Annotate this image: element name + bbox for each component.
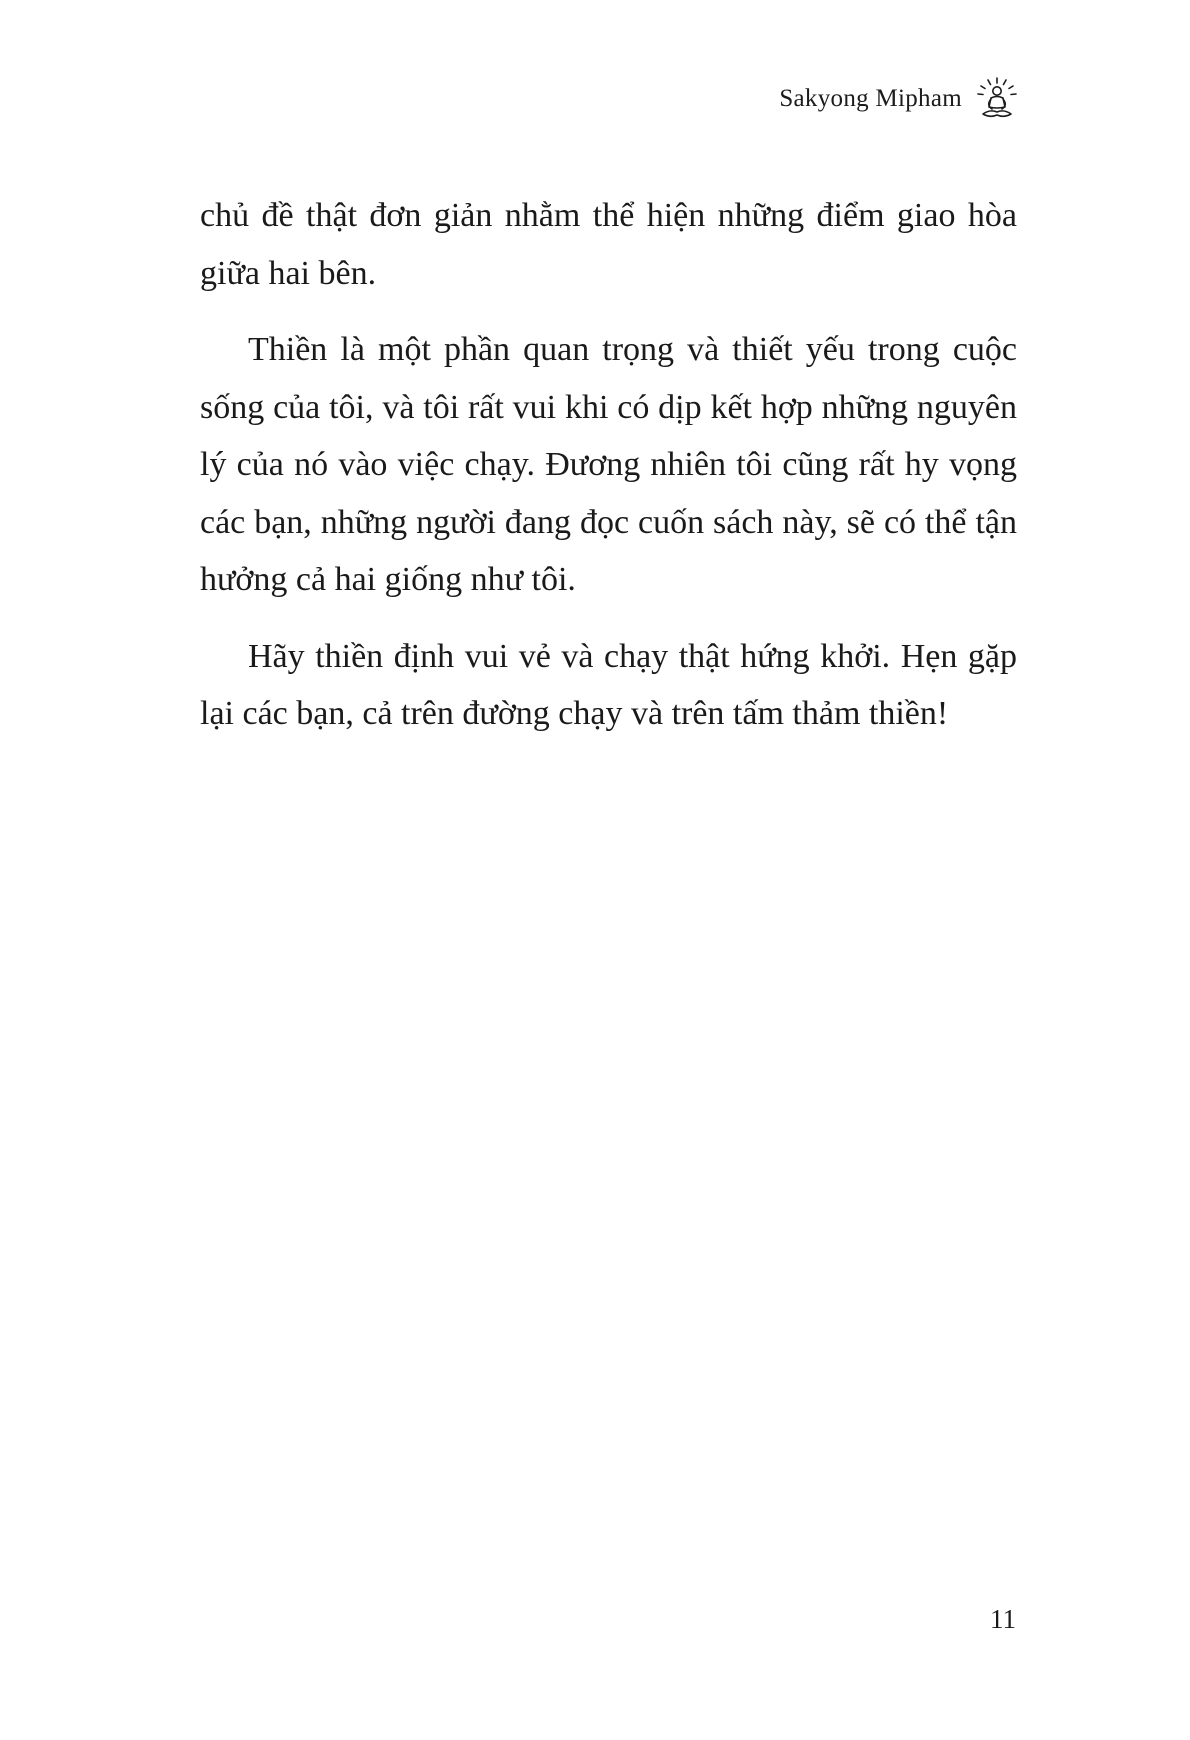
paragraph-3: Hãy thiền định vui vẻ và chạy thật hứng khởi. Hẹn gặp lại các bạn, cả trên đường chạy và trên tấm thảm thiền! bbox=[200, 637, 1017, 732]
body-text bbox=[200, 187, 1017, 762]
page-number: 11 bbox=[990, 1604, 1016, 1634]
paragraph-1: chủ đề thật đơn giản nhằm thể hiện những điểm giao hòa giữa hai bên. bbox=[200, 197, 1017, 292]
paragraph-2: Thiền là một phần quan trọng và thiết yếu trong cuộc sống của tôi, và tôi rất vui khi có dịp kết hợp những nguyên lý của nó vào việc chạy. Đương nhiên tôi cũng rất hy vọng các bạn, những người đang đọc cuốn sách này, sẽ có thể tận hưởng cả hai giống như tôi. bbox=[200, 331, 1017, 598]
author-name: Sakyong Mipham bbox=[779, 85, 962, 112]
running-header bbox=[779, 76, 1020, 122]
meditating-figure-icon bbox=[974, 76, 1020, 122]
